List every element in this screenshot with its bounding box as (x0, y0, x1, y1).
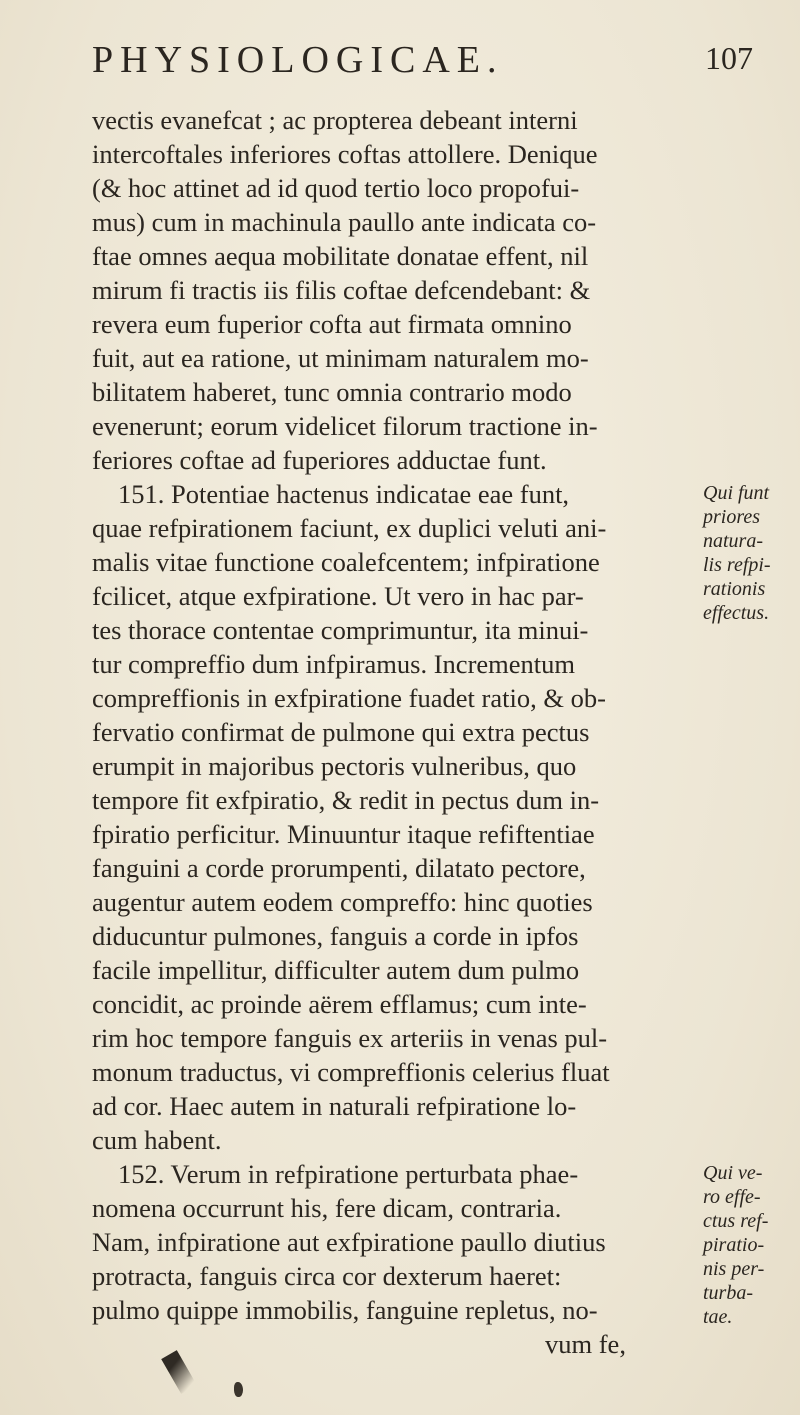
margin-note: rationis (703, 578, 766, 600)
text-line: vum fe, (545, 1329, 626, 1359)
text-line: tempore fit exfpiratio, & redit in pectus dum in- (92, 785, 600, 815)
text-line: mirum fi tractis iis filis coftae defcendebant: & (92, 275, 591, 305)
running-title: PHYSIOLOGICAE. (92, 39, 504, 81)
margin-note: Qui funt (703, 482, 770, 504)
text-line: nomena occurrunt his, fere dicam, contraria. (92, 1193, 562, 1223)
margin-note: natura- (703, 530, 763, 552)
margin-note: nis per- (703, 1258, 765, 1280)
margin-note: effectus. (703, 602, 770, 624)
text-line: quae refpirationem faciunt, ex duplici veluti ani- (92, 513, 607, 543)
text-line: diducuntur pulmones, fanguis a corde in ipfos (92, 921, 579, 951)
section-151-start: 151. Potentiae hactenus indicatae eae funt, (118, 479, 570, 509)
margin-note: ctus ref- (703, 1210, 769, 1232)
text-line: fanguini a corde prorumpenti, dilatato pectore, (92, 853, 586, 883)
text-line: rim hoc tempore fanguis ex arteriis in venas pul- (92, 1023, 608, 1053)
text-line: fervatio confirmat de pulmone qui extra pectus (92, 717, 590, 747)
text-line: malis vitae functione coalefcentem; infpiratione (92, 547, 600, 577)
text-line: mus) cum in machinula paullo ante indicata co- (92, 207, 597, 237)
text-line: monum traductus, vi compreffionis celerius fluat (92, 1057, 610, 1087)
margin-note: lis refpi- (703, 554, 771, 576)
text-line: fuit, aut ea ratione, ut minimam naturalem mo- (92, 343, 589, 373)
text-line: augentur autem eodem compreffo: hinc quoties (92, 887, 593, 917)
text-line: pulmo quippe immobilis, fanguine repletus, no- (92, 1295, 598, 1325)
margin-note: tae. (703, 1306, 733, 1328)
text-line: tes thorace contentae comprimuntur, ita minui- (92, 615, 589, 645)
text-line: feriores coftae ad fuperiores adductae funt. (92, 445, 547, 475)
text-line: cum habent. (92, 1125, 222, 1155)
text-line: vectis evanefcat ; ac propterea debeant interni (92, 105, 578, 135)
text-line: revera eum fuperior cofta aut firmata omnino (92, 309, 572, 339)
text-line: ftae omnes aequa mobilitate donatae effent, nil (92, 241, 589, 271)
margin-note: priores (703, 506, 761, 528)
margin-note: Qui ve- (703, 1162, 763, 1184)
margin-note: turba- (703, 1282, 753, 1304)
text-line: (& hoc attinet ad id quod tertio loco propofui- (92, 173, 580, 203)
text-line: evenerunt; eorum videlicet filorum tractione in- (92, 411, 598, 441)
text-line: Nam, infpiratione aut exfpiratione paullo diutius (92, 1227, 606, 1257)
page-number: 107 (705, 40, 753, 76)
page-header (0, 38, 800, 94)
text-line: compreffionis in exfpiratione fuadet ratio, & ob- (92, 683, 606, 713)
text-line: protracta, fanguis circa cor dexterum haeret: (92, 1261, 562, 1291)
text-line: bilitatem haberet, tunc omnia contrario modo (92, 377, 572, 407)
ink-smudge (161, 1350, 197, 1394)
text-line: tur compreffio dum infpiramus. Incrementum (92, 649, 576, 679)
text-line: intercoftales inferiores coftas attollere. Denique (92, 139, 598, 169)
text-line: fcilicet, atque exfpiratione. Ut vero in hac par- (92, 581, 584, 611)
text-line: ad cor. Haec autem in naturali refpiratione lo- (92, 1091, 577, 1121)
section-152-start: 152. Verum in refpiratione perturbata phae- (118, 1159, 579, 1189)
text-line: erumpit in majoribus pectoris vulneribus, quo (92, 751, 577, 781)
margin-note: piratio- (703, 1234, 765, 1256)
text-line: concidit, ac proinde aërem efflamus; cum inte- (92, 989, 587, 1019)
margin-note: ro effe- (703, 1186, 761, 1208)
text-line: fpiratio perficitur. Minuuntur itaque refiftentiae (92, 819, 595, 849)
ink-speck (234, 1382, 243, 1397)
text-line: facile impellitur, difficulter autem dum pulmo (92, 955, 580, 985)
